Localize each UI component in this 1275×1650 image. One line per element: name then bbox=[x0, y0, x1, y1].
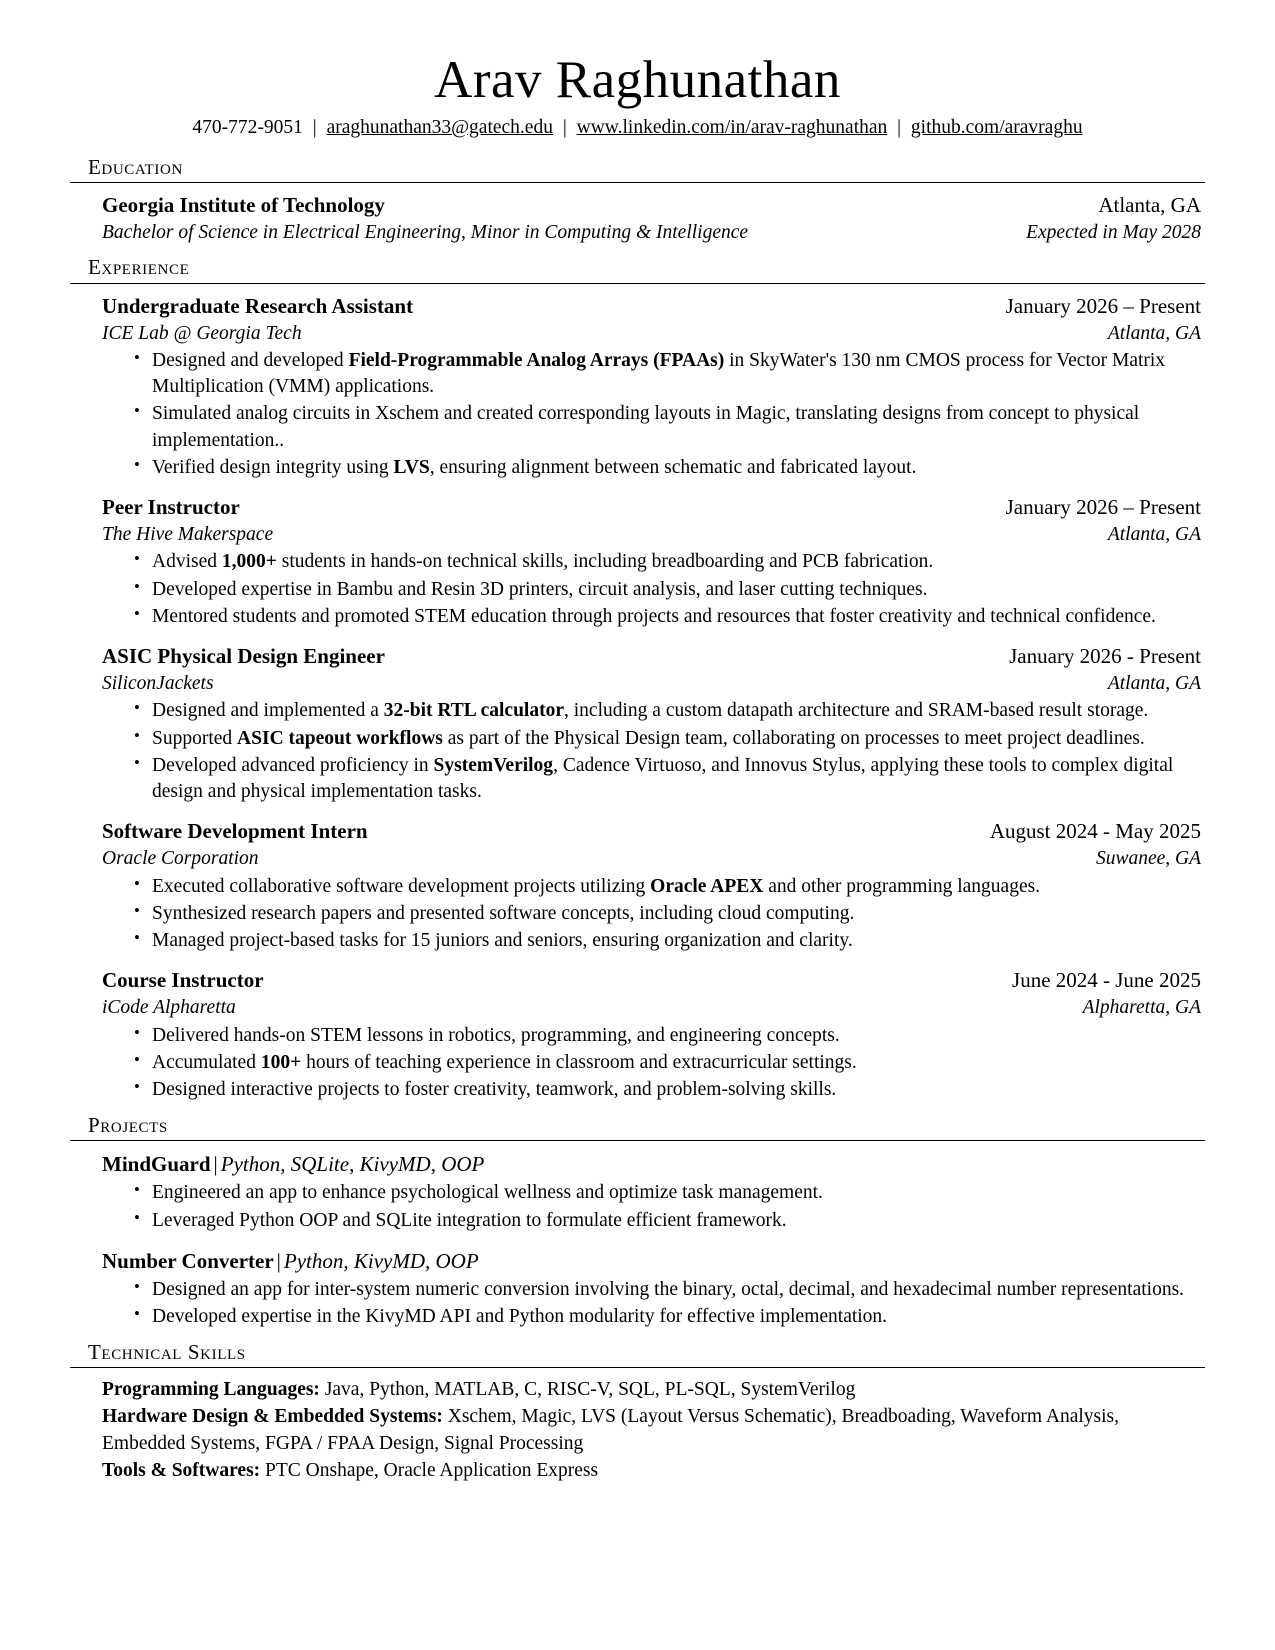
job-organization: iCode Alpharetta bbox=[102, 997, 236, 1019]
skill-values: PTC Onshape, Oracle Application Express bbox=[260, 1460, 599, 1482]
bullet-text: Synthesized research papers and presented software concepts, including cloud computing. bbox=[152, 902, 855, 924]
job-location: Atlanta, GA bbox=[1107, 322, 1201, 344]
bullet-item bbox=[134, 1277, 1201, 1303]
entry-row bbox=[102, 995, 1201, 1020]
bullet-text: Designed and developed bbox=[152, 350, 349, 372]
bullet-text: Accumulated bbox=[152, 1051, 261, 1073]
bullet-list bbox=[102, 698, 1201, 805]
bullet-emphasis: SystemVerilog bbox=[433, 754, 554, 776]
bullet-text: in SkyWater's 130 nm CMOS process for Vector Matrix Multiplication (VMM) applications. bbox=[152, 350, 1166, 398]
project-name: MindGuard bbox=[102, 1152, 211, 1177]
project-stack: Python, KivyMD, OOP bbox=[283, 1248, 479, 1273]
skill-values: Java, Python, MATLAB, C, RISC-V, SQL, PL-SQL, SystemVerilog bbox=[319, 1379, 856, 1401]
bullet-list bbox=[102, 1180, 1201, 1233]
school-location: Atlanta, GA bbox=[1098, 192, 1201, 217]
bullet-text: Managed project-based tasks for 15 juniors and seniors, ensuring organization and clarity. bbox=[152, 929, 853, 951]
bullet-item bbox=[134, 726, 1201, 752]
bullet-item bbox=[134, 604, 1201, 630]
project-entry bbox=[70, 1248, 1205, 1331]
section-education bbox=[70, 155, 1205, 246]
project-header bbox=[102, 1151, 1201, 1178]
bullet-text: Simulated analog circuits in Xschem and created corresponding layouts in Magic, translating designs from concept to physical implementation.. bbox=[152, 403, 1140, 451]
entry-row bbox=[102, 846, 1201, 871]
bullet-item bbox=[134, 1077, 1201, 1103]
job-date: January 2026 – Present bbox=[1005, 494, 1201, 519]
bullet-text: hours of teaching experience in classroom and extracurricular settings. bbox=[301, 1051, 857, 1073]
bullet-item bbox=[134, 1050, 1201, 1076]
experience-entry bbox=[70, 494, 1205, 630]
job-date: January 2026 - Present bbox=[1009, 643, 1201, 668]
bullet-emphasis: LVS bbox=[393, 456, 430, 478]
job-title: Course Instructor bbox=[102, 967, 264, 992]
project-entry bbox=[70, 1151, 1205, 1234]
experience-entry bbox=[70, 967, 1205, 1103]
entry-row bbox=[102, 220, 1201, 245]
project-stack: Python, SQLite, KivyMD, OOP bbox=[220, 1152, 485, 1177]
section-skills bbox=[70, 1340, 1205, 1485]
bullet-item bbox=[134, 348, 1201, 400]
bullet-text: Designed interactive projects to foster creativity, teamwork, and problem-solving skills. bbox=[152, 1078, 837, 1100]
bullet-item bbox=[134, 698, 1201, 724]
job-title: Software Development Intern bbox=[102, 818, 368, 843]
bullet-text: Developed advanced proficiency in bbox=[152, 754, 434, 776]
entry-row bbox=[102, 192, 1201, 219]
skill-line bbox=[102, 1404, 1201, 1458]
job-location: Suwanee, GA bbox=[1095, 848, 1201, 870]
bullet-item bbox=[134, 901, 1201, 927]
job-organization: ICE Lab @ Georgia Tech bbox=[102, 322, 302, 344]
phone-text: 470-772-9051 bbox=[192, 117, 303, 139]
email-link[interactable]: araghunathan33@gatech.edu bbox=[326, 117, 553, 139]
bullet-text: Mentored students and promoted STEM education through projects and resources that foster creativity and technical confidence. bbox=[152, 605, 1156, 627]
bullet-text: as part of the Physical Design team, collaborating on processes to meet project deadlines. bbox=[442, 727, 1145, 749]
section-heading-skills: Technical Skills bbox=[70, 1340, 1205, 1368]
job-date: August 2024 - May 2025 bbox=[989, 818, 1201, 843]
contact-separator: | bbox=[897, 117, 902, 139]
job-date: June 2024 - June 2025 bbox=[1012, 967, 1201, 992]
job-location: Alpharetta, GA bbox=[1082, 997, 1201, 1019]
skill-line bbox=[102, 1458, 1201, 1485]
job-title: ASIC Physical Design Engineer bbox=[102, 643, 385, 668]
bullet-text: students in hands-on technical skills, including breadboarding and PCB fabrication. bbox=[276, 551, 934, 573]
contact-separator: | bbox=[562, 117, 567, 139]
experience-entry bbox=[70, 293, 1205, 481]
bullet-emphasis: 1,000+ bbox=[221, 551, 277, 573]
job-title: Peer Instructor bbox=[102, 494, 240, 519]
bullet-emphasis: 32-bit RTL calculator bbox=[383, 700, 564, 722]
section-experience bbox=[70, 255, 1205, 1103]
bullet-emphasis: 100+ bbox=[260, 1051, 302, 1073]
entry-row bbox=[102, 494, 1201, 521]
bullet-item bbox=[134, 753, 1201, 805]
bullet-item bbox=[134, 928, 1201, 954]
page-title: Arav Raghunathan bbox=[434, 51, 841, 109]
project-name: Number Converter bbox=[102, 1248, 274, 1273]
contact-line bbox=[70, 115, 1205, 140]
projects-list bbox=[70, 1151, 1205, 1330]
bullet-list bbox=[102, 874, 1201, 954]
bullet-text: Designed an app for inter-system numeric conversion involving the binary, octal, decimal, and hexadecimal number representations. bbox=[152, 1278, 1185, 1300]
entry-row bbox=[102, 293, 1201, 320]
bullet-text: Engineered an app to enhance psychological wellness and optimize task management. bbox=[152, 1182, 823, 1204]
bullet-emphasis: ASIC tapeout workflows bbox=[237, 727, 443, 749]
bullet-item bbox=[134, 1180, 1201, 1206]
linkedin-link[interactable]: www.linkedin.com/in/arav-raghunathan bbox=[576, 117, 888, 139]
experience-entry bbox=[70, 643, 1205, 805]
section-heading-education: Education bbox=[70, 155, 1205, 183]
bullet-list bbox=[102, 1277, 1201, 1330]
skill-category: Programming Languages: bbox=[102, 1379, 320, 1401]
section-projects bbox=[70, 1113, 1205, 1330]
bullet-emphasis: Oracle APEX bbox=[650, 875, 764, 897]
skill-line bbox=[102, 1377, 1201, 1404]
bullet-item bbox=[134, 874, 1201, 900]
bullet-text: Developed expertise in Bambu and Resin 3D printers, circuit analysis, and laser cutting techniques. bbox=[152, 578, 928, 600]
bullet-list bbox=[102, 549, 1201, 629]
bullet-item bbox=[134, 401, 1201, 453]
education-list bbox=[70, 192, 1205, 246]
experience-entry bbox=[70, 818, 1205, 954]
entry-row bbox=[102, 967, 1201, 994]
skill-values: Xschem, Magic, LVS (Layout Versus Schematic), Breadboading, Waveform Analysis, Embedded Systems, FGPA / FPAA Design, Signal Processing bbox=[102, 1406, 1120, 1455]
bullet-text: and other programming languages. bbox=[763, 875, 1041, 897]
bullet-list bbox=[102, 1023, 1201, 1103]
bullet-text: , Cadence Virtuoso, and Innovus Stylus, applying these tools to complex digital design and physical implementation tasks. bbox=[152, 754, 1174, 802]
bullet-text: Executed collaborative software development projects utilizing bbox=[152, 875, 651, 897]
bullet-text: Supported bbox=[152, 727, 238, 749]
bullet-text: , including a custom datapath architecture and SRAM-based result storage. bbox=[564, 700, 1149, 722]
bullet-item bbox=[134, 455, 1201, 481]
job-date: January 2026 – Present bbox=[1005, 293, 1201, 318]
bullet-text: , ensuring alignment between schematic and fabricated layout. bbox=[429, 456, 917, 478]
job-organization: SiliconJackets bbox=[102, 673, 214, 695]
job-location: Atlanta, GA bbox=[1107, 673, 1201, 695]
bullet-emphasis: Field-Programmable Analog Arrays (FPAAs) bbox=[348, 350, 725, 372]
contact-separator: | bbox=[312, 117, 317, 139]
education-entry bbox=[70, 192, 1205, 246]
bullet-text: Designed and implemented a bbox=[152, 700, 384, 722]
skill-category: Tools & Softwares: bbox=[102, 1460, 261, 1482]
bullet-item bbox=[134, 1304, 1201, 1330]
entry-row bbox=[102, 643, 1201, 670]
school-name: Georgia Institute of Technology bbox=[102, 192, 385, 217]
bullet-item bbox=[134, 549, 1201, 575]
entry-row bbox=[102, 671, 1201, 696]
bullet-item bbox=[134, 1208, 1201, 1234]
degree-text: Bachelor of Science in Electrical Engineering, Minor in Computing & Intelligence bbox=[102, 222, 749, 244]
bullet-list bbox=[102, 348, 1201, 481]
job-organization: The Hive Makerspace bbox=[102, 524, 274, 546]
entry-row bbox=[102, 321, 1201, 346]
project-divider: | bbox=[276, 1248, 281, 1273]
github-link[interactable]: github.com/aravraghu bbox=[910, 117, 1083, 139]
experience-list bbox=[70, 293, 1205, 1103]
section-heading-projects: Projects bbox=[70, 1113, 1205, 1141]
job-title: Undergraduate Research Assistant bbox=[102, 293, 414, 318]
section-heading-experience: Experience bbox=[70, 255, 1205, 283]
bullet-text: Verified design integrity using bbox=[152, 456, 394, 478]
entry-row bbox=[102, 818, 1201, 845]
skills-list bbox=[70, 1377, 1205, 1485]
entry-row bbox=[102, 522, 1201, 547]
job-location: Atlanta, GA bbox=[1107, 524, 1201, 546]
bullet-item bbox=[134, 577, 1201, 603]
bullet-text: Developed expertise in the KivyMD API and Python modularity for effective implementation. bbox=[152, 1306, 888, 1328]
job-organization: Oracle Corporation bbox=[102, 848, 259, 870]
project-divider: | bbox=[213, 1152, 218, 1177]
bullet-text: Advised bbox=[152, 551, 222, 573]
bullet-item bbox=[134, 1023, 1201, 1049]
bullet-text: Leveraged Python OOP and SQLite integration to formulate efficient framework. bbox=[152, 1209, 787, 1231]
bullet-text: Delivered hands-on STEM lessons in robotics, programming, and engineering concepts. bbox=[152, 1024, 840, 1046]
graduation-date: Expected in May 2028 bbox=[1026, 222, 1201, 244]
skill-category: Hardware Design & Embedded Systems: bbox=[102, 1406, 443, 1428]
project-header bbox=[102, 1248, 1201, 1275]
